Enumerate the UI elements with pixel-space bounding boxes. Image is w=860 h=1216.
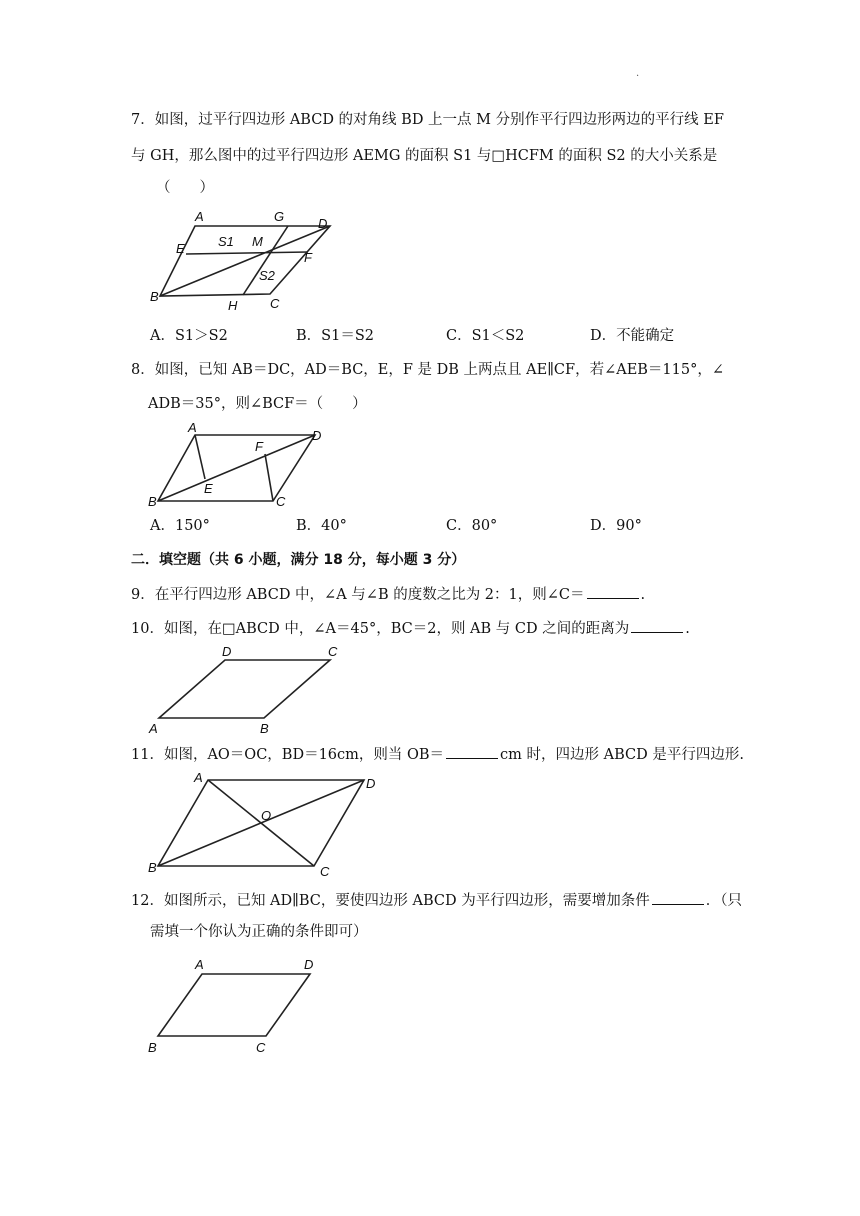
q7-label-e: E [176, 241, 185, 256]
q7-label-f: F [304, 250, 312, 265]
q7-option-c[interactable]: C．S1＜S2 [446, 328, 525, 344]
q7-label-h: H [228, 298, 238, 313]
q7-label-b: B [150, 289, 159, 304]
header-mark: . [636, 68, 640, 79]
q11-label-b: B [148, 860, 157, 875]
q7-line-gh [243, 226, 288, 295]
q11-figure [140, 768, 390, 880]
q7-label-a: A [195, 209, 204, 224]
q11-label-d: D [366, 776, 376, 791]
q12-line1 [131, 890, 742, 911]
q9-line [131, 584, 645, 605]
q8-label-a: A [188, 420, 197, 435]
q7-option-d[interactable]: D．不能确定 [590, 328, 675, 344]
q8-segment-cf [265, 454, 273, 501]
q8-label-e: E [204, 481, 213, 496]
q12-figure [140, 952, 340, 1058]
q12-text: 12．如图所示，已知 AD∥BC，要使四边形 ABCD 为平行四边形，需要增加条件 [131, 893, 650, 909]
q10-label-b: B [260, 721, 269, 736]
q10-text: 10．如图，在□ABCD 中，∠A＝45°，BC＝2，则 AB 与 CD 之间的距离为 [131, 621, 630, 637]
q10-parallelogram [159, 660, 330, 718]
q8-line1: 8．如图，已知 AB＝DC，AD＝BC，E，F 是 DB 上两点且 AE∥CF，若∠AEB＝115°，∠ [131, 362, 725, 378]
q7-label-g: G [274, 209, 285, 224]
q11-text: 11．如图，AO＝OC，BD＝16cm，则当 OB＝ [131, 747, 445, 763]
q8-option-a[interactable]: A．150° [150, 518, 210, 534]
q7-option-a[interactable]: A．S1＞S2 [150, 328, 228, 344]
q7-label-m: M [252, 234, 263, 249]
q10-label-c: C [328, 644, 338, 659]
q7-line2: 与 GH，那么图中的过平行四边形 AEMG 的面积 S1 与□HCFM 的面积 S2 的大小关系是 [131, 148, 718, 164]
q11-line [131, 744, 744, 765]
q8-line2: ADB＝35°，则∠BCF＝（ ） [148, 396, 367, 412]
q7-label-d: D [318, 216, 328, 231]
q7-line3: （ ） [156, 180, 214, 196]
q12-label-c: C [256, 1040, 266, 1055]
q11-answer-blank[interactable] [446, 744, 498, 759]
q8-option-b[interactable]: B．40° [296, 518, 347, 534]
q12-text-end: ．（只 [705, 893, 742, 909]
q11-label-o: O [261, 808, 272, 823]
q11-label-a: A [194, 770, 203, 785]
q12-label-a: A [195, 957, 204, 972]
q8-label-f: F [255, 439, 263, 454]
q10-figure [140, 640, 350, 740]
q8-segment-ae [195, 435, 205, 479]
q10-line [131, 618, 690, 639]
q8-label-b: B [148, 494, 157, 509]
q7-figure [140, 204, 350, 316]
q11-text-end: cm 时，四边形 ABCD 是平行四边形. [500, 747, 744, 763]
q12-label-d: D [304, 957, 314, 972]
q9-answer-blank[interactable] [587, 584, 639, 599]
q8-option-d[interactable]: D．90° [590, 518, 642, 534]
q12-answer-blank[interactable] [652, 890, 704, 905]
q7-option-b[interactable]: B．S1＝S2 [296, 328, 374, 344]
q11-diagonal-bd [158, 780, 364, 866]
q8-figure [140, 418, 340, 510]
q11-label-c: C [320, 864, 330, 879]
q9-text-end: . [640, 587, 646, 603]
q12-label-b: B [148, 1040, 157, 1055]
q8-option-c[interactable]: C．80° [446, 518, 498, 534]
q12-line2: 需填一个你认为正确的条件即可） [150, 924, 368, 940]
q9-text: 9．在平行四边形 ABCD 中，∠A 与∠B 的度数之比为 2：1，则∠C＝ [131, 587, 585, 603]
section-title: 二．填空题（共 6 小题，满分 18 分，每小题 3 分） [131, 552, 466, 568]
q7-label-s2: S2 [259, 268, 275, 283]
q7-line-ef [186, 252, 308, 254]
q7-line1: 7．如图，过平行四边形 ABCD 的对角线 BD 上一点 M 分别作平行四边形两边的平行线 EF [131, 112, 724, 128]
q10-label-d: D [222, 644, 232, 659]
q7-label-c: C [270, 296, 280, 311]
q10-label-a: A [149, 721, 158, 736]
q12-parallelogram [158, 974, 310, 1036]
q8-label-c: C [276, 494, 286, 509]
q10-text-end: . [685, 621, 690, 637]
q8-label-d: D [312, 428, 322, 443]
q10-answer-blank[interactable] [631, 618, 683, 633]
q7-label-s1: S1 [218, 234, 234, 249]
q8-diagonal-bd [158, 435, 315, 501]
